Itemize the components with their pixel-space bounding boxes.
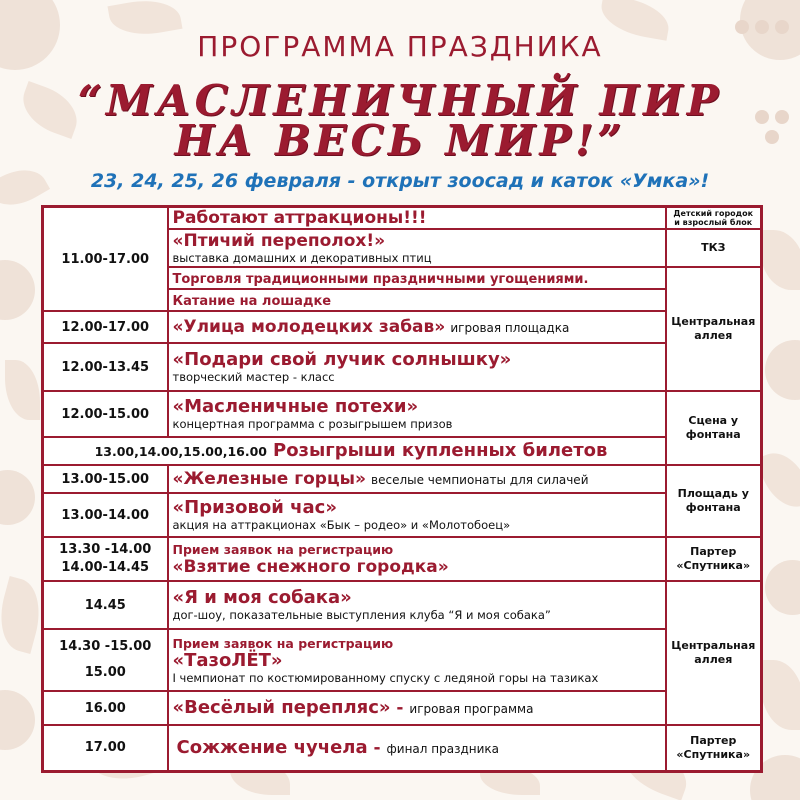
- place-cell: Сцена у фонтана: [666, 391, 762, 465]
- event-description: концертная программа с розыгрышем призов: [172, 417, 453, 431]
- table-row: [43, 343, 762, 391]
- time-cell: 12.00-13.45: [43, 343, 168, 391]
- event-cell: [168, 343, 666, 391]
- event-title: Розыгрыши купленных билетов: [273, 440, 608, 461]
- event-title: «Улица молодецких забав»: [172, 317, 446, 337]
- time-cell: 13.00-14.00: [43, 493, 168, 537]
- event-title: «Я и моя собака»: [172, 587, 352, 608]
- time-label: 14.00-14.45: [61, 560, 150, 575]
- event-description: дог-шоу, показательные выступления клуба “Я и моя собака”: [172, 608, 551, 622]
- table-row: [43, 437, 762, 465]
- place-cell: Партер «Спутника»: [666, 725, 762, 771]
- event-title: Работают аттракционы!!!: [172, 208, 427, 228]
- event-subtitle: Прием заявок на регистрацию: [172, 541, 394, 557]
- place-cell: Центральная аллея: [666, 267, 762, 391]
- event-cell: [43, 437, 666, 465]
- event-cell: [168, 581, 666, 629]
- time-cell: 11.00-17.00: [43, 207, 168, 312]
- table-row: [43, 311, 762, 343]
- place-cell: Площадь у фонтана: [666, 465, 762, 537]
- event-cell: [168, 207, 666, 230]
- event-cell: [168, 289, 666, 311]
- table-row: [43, 581, 762, 629]
- event-cell: [168, 629, 666, 691]
- event-title: «ТазоЛЁТ»: [172, 649, 283, 671]
- event-description: творческий мастер - класс: [172, 370, 335, 384]
- place-cell: Центральная аллея: [666, 581, 762, 725]
- time-cell: 17.00: [43, 725, 168, 771]
- event-description: игровая программа: [409, 702, 534, 716]
- time-cell: 13.00-15.00: [43, 465, 168, 493]
- time-cell: [43, 537, 168, 581]
- festival-name-line2: НА ВЕСЬ МИР!”: [174, 116, 626, 165]
- event-description: веселые чемпионаты для силачей: [371, 473, 589, 487]
- event-description: I чемпионат по костюмированному спуску с ледяной горы на тазиках: [172, 670, 599, 685]
- event-cell: [168, 311, 666, 343]
- place-cell: Партер «Спутника»: [666, 537, 762, 581]
- table-row: [43, 465, 762, 493]
- event-title: «Весёлый перепляс»: [172, 697, 391, 718]
- event-cell: [168, 267, 666, 289]
- dates-banner: 23, 24, 25, 26 февраля - открыт зоосад и каток «Умка»!: [90, 170, 710, 192]
- event-subtitle: Прием заявок на регистрацию: [172, 635, 394, 651]
- table-row: [43, 391, 762, 437]
- event-cell: [168, 465, 666, 493]
- place-cell: ТКЗ: [666, 229, 762, 267]
- table-row: [43, 629, 762, 691]
- event-title: «Взятие снежного городка»: [172, 556, 449, 577]
- table-row: [43, 725, 762, 771]
- time-cell: 16.00: [43, 691, 168, 725]
- event-title: «Птичий переполох!»: [172, 231, 386, 251]
- event-description: акция на аттракционах «Бык – родео» и «Молотобоец»: [172, 518, 511, 532]
- event-cell: [168, 725, 666, 771]
- page-title: ПРОГРАММА ПРАЗДНИКА: [197, 30, 603, 63]
- event-dash: -: [390, 698, 410, 718]
- time-cell: [43, 629, 168, 691]
- event-cell: [168, 391, 666, 437]
- time-cell: 12.00-15.00: [43, 391, 168, 437]
- event-dash: -: [367, 737, 387, 758]
- time-label: 14.30 -15.00: [59, 639, 152, 654]
- time-label: 15.00: [84, 665, 126, 680]
- event-cell: [168, 229, 666, 267]
- event-title: «Масленичные потехи»: [172, 396, 419, 417]
- table-row: [43, 207, 762, 230]
- event-description: выставка домашних и декоративных птиц: [172, 251, 432, 265]
- event-title: Катание на лошадке: [172, 294, 332, 309]
- event-title: «Призовой час»: [172, 497, 337, 518]
- event-title: Торговля традиционными праздничными угощениями.: [172, 272, 589, 287]
- event-cell: [168, 493, 666, 537]
- event-title: «Подари свой лучик солнышку»: [172, 349, 512, 370]
- festival-name-line1: “МАСЛЕНИЧНЫЙ ПИР: [77, 76, 723, 125]
- time-label: 13.30 -14.00: [59, 542, 152, 557]
- event-title: «Железные горцы»: [172, 469, 366, 489]
- event-description: финал праздника: [386, 741, 500, 756]
- table-row: [43, 493, 762, 537]
- table-row: [43, 537, 762, 581]
- event-cell: [168, 537, 666, 581]
- event-description: игровая площадка: [450, 321, 570, 335]
- place-cell: Детский городок и взрослый блок: [666, 207, 762, 230]
- event-cell: [168, 691, 666, 725]
- time-cell: 14.45: [43, 581, 168, 629]
- schedule-table: [41, 205, 763, 773]
- event-title: Сожжение чучела: [176, 736, 368, 758]
- table-row: [43, 691, 762, 725]
- time-label: 13.00,14.00,15.00,16.00: [94, 444, 267, 459]
- time-cell: 12.00-17.00: [43, 311, 168, 343]
